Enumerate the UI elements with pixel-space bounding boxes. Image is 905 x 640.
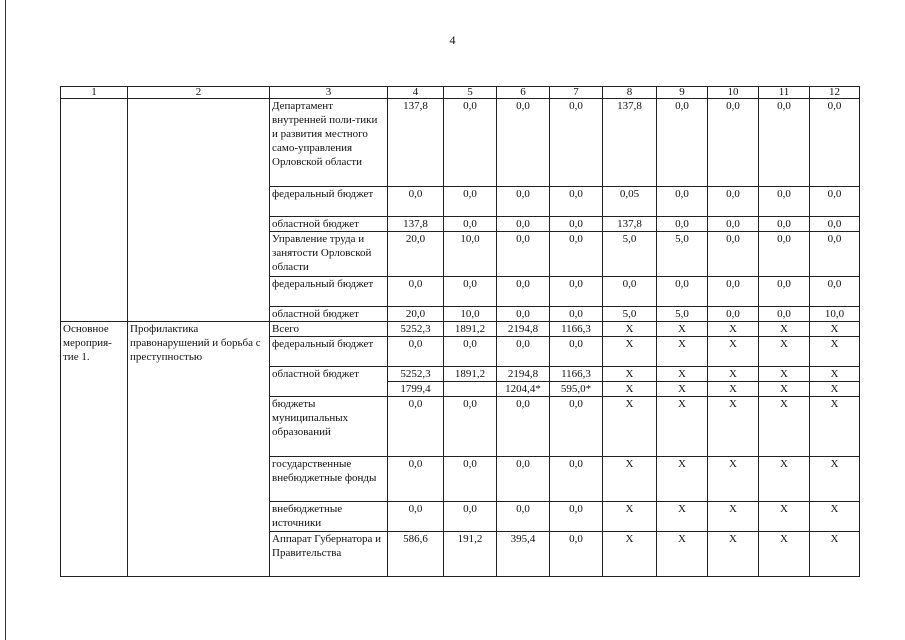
table-cell: 0,0: [708, 277, 759, 307]
table-cell: 0,0: [810, 99, 860, 187]
row-label: государственные внебюджетные фонды: [270, 457, 388, 502]
table-cell: Х: [810, 382, 860, 397]
col-header: 4: [388, 87, 444, 99]
table-cell: 137,8: [603, 217, 657, 232]
table-cell: 10,0: [444, 307, 497, 322]
table-cell: 137,8: [388, 217, 444, 232]
row-label: федеральный бюджет: [270, 337, 388, 367]
table-cell: Х: [708, 337, 759, 367]
table-cell: 0,0: [708, 232, 759, 277]
table-cell: 0,0: [444, 397, 497, 457]
table-cell: Х: [810, 502, 860, 532]
table-cell: 0,0: [550, 397, 603, 457]
table-cell: 0,0: [550, 502, 603, 532]
empty-cell: [61, 99, 128, 322]
table-cell: Х: [603, 397, 657, 457]
table-cell: Х: [759, 457, 810, 502]
table-cell: Х: [708, 502, 759, 532]
table-cell: 1891,2: [444, 367, 497, 382]
table-cell: 0,0: [708, 99, 759, 187]
table-cell: Х: [657, 337, 708, 367]
table-cell: 5,0: [603, 232, 657, 277]
table-cell: [444, 382, 497, 397]
table-cell: 0,0: [497, 99, 550, 187]
table-cell: 0,0: [388, 502, 444, 532]
table-cell: 586,6: [388, 532, 444, 577]
table-cell: 5,0: [657, 307, 708, 322]
table-cell: Х: [810, 532, 860, 577]
table-cell: Х: [657, 382, 708, 397]
col-header: 3: [270, 87, 388, 99]
table-cell: 0,0: [388, 187, 444, 217]
table-cell: 0,0: [497, 217, 550, 232]
table-cell: 0,0: [497, 232, 550, 277]
table-cell: 0,0: [759, 277, 810, 307]
col-header: 12: [810, 87, 860, 99]
table-cell: Х: [603, 367, 657, 382]
table-cell: 0,0: [497, 307, 550, 322]
table-cell: 0,0: [759, 187, 810, 217]
table-cell: 5,0: [603, 307, 657, 322]
main-event-title: Профилактика правонарушений и борьба с преступностью: [128, 322, 270, 577]
table-cell: 0,0: [444, 217, 497, 232]
table-cell: Х: [657, 367, 708, 382]
table-cell: Х: [810, 322, 860, 337]
table-cell: 1166,3: [550, 367, 603, 382]
table-cell: 0,0: [497, 337, 550, 367]
table-cell: 0,0: [708, 217, 759, 232]
table-cell: 0,0: [444, 99, 497, 187]
table-cell: 5,0: [657, 232, 708, 277]
header-row: [61, 87, 860, 99]
table-cell: 0,0: [810, 217, 860, 232]
table-cell: Х: [708, 532, 759, 577]
row-label: внебюджетные источники: [270, 502, 388, 532]
table-cell: 0,0: [759, 232, 810, 277]
table-cell: 0,0: [657, 217, 708, 232]
table-cell: Х: [708, 397, 759, 457]
budget-table: [60, 86, 860, 577]
table-cell: 0,0: [759, 307, 810, 322]
row-label: Управление труда и занятости Орловской области: [270, 232, 388, 277]
table-cell: 1204,4*: [497, 382, 550, 397]
table-cell: 0,0: [550, 217, 603, 232]
table-cell: 0,0: [388, 277, 444, 307]
table-cell: 20,0: [388, 307, 444, 322]
table-cell: Х: [810, 367, 860, 382]
table-row: [61, 322, 860, 337]
table-cell: Х: [708, 322, 759, 337]
table-cell: 137,8: [388, 99, 444, 187]
table-cell: 0,0: [550, 337, 603, 367]
row-label: областной бюджет: [270, 217, 388, 232]
table-cell: Х: [657, 457, 708, 502]
col-header: 9: [657, 87, 708, 99]
table-cell: 1799,4: [388, 382, 444, 397]
empty-cell: [128, 99, 270, 322]
row-label: областной бюджет: [270, 367, 388, 397]
table-cell: Х: [759, 367, 810, 382]
table-cell: Х: [759, 382, 810, 397]
table-cell: 0,0: [810, 187, 860, 217]
table-cell: 0,0: [708, 187, 759, 217]
col-header: 10: [708, 87, 759, 99]
table-cell: Х: [603, 322, 657, 337]
table-cell: 0,0: [497, 457, 550, 502]
table-cell: 0,0: [708, 307, 759, 322]
page-number: 4: [449, 33, 456, 47]
table-cell: Х: [603, 502, 657, 532]
col-header: 1: [61, 87, 128, 99]
table-cell: 0,0: [550, 457, 603, 502]
table-cell: 0,0: [388, 337, 444, 367]
table-cell: 0,0: [550, 187, 603, 217]
table-cell: Х: [759, 337, 810, 367]
row-label: федеральный бюджет: [270, 187, 388, 217]
table-cell: 0,0: [388, 397, 444, 457]
table-cell: 0,0: [550, 532, 603, 577]
table-cell: Х: [810, 457, 860, 502]
table-cell: 0,0: [444, 337, 497, 367]
table-cell: 0,0: [550, 277, 603, 307]
table-cell: 0,0: [388, 457, 444, 502]
table-cell: 0,0: [657, 187, 708, 217]
table-cell: 0,0: [497, 187, 550, 217]
table-cell: 0,0: [603, 277, 657, 307]
table-cell: 0,0: [550, 307, 603, 322]
table-cell: Х: [759, 502, 810, 532]
col-header: 2: [128, 87, 270, 99]
table-cell: Х: [708, 367, 759, 382]
table-cell: 10,0: [810, 307, 860, 322]
table-cell: Х: [657, 502, 708, 532]
table-cell: 0,0: [759, 99, 810, 187]
table-cell: 0,0: [550, 232, 603, 277]
table-cell: 137,8: [603, 99, 657, 187]
table-cell: Х: [603, 457, 657, 502]
row-label: федеральный бюджет: [270, 277, 388, 307]
table-cell: 5252,3: [388, 367, 444, 382]
table-cell: 0,05: [603, 187, 657, 217]
table-cell: 0,0: [759, 217, 810, 232]
left-margin-rule: [5, 0, 6, 640]
table-cell: 0,0: [497, 397, 550, 457]
row-label: Аппарат Губернатора и Правительства: [270, 532, 388, 577]
table-cell: 0,0: [810, 232, 860, 277]
table-cell: 1891,2: [444, 322, 497, 337]
table-cell: Х: [759, 322, 810, 337]
table-cell: 0,0: [657, 99, 708, 187]
table-cell: 0,0: [550, 99, 603, 187]
table-cell: 0,0: [657, 277, 708, 307]
table-cell: 0,0: [444, 502, 497, 532]
table-cell: Х: [603, 382, 657, 397]
table-cell: 0,0: [444, 187, 497, 217]
table-cell: 0,0: [444, 277, 497, 307]
table-cell: 395,4: [497, 532, 550, 577]
col-header: 11: [759, 87, 810, 99]
table-row: [61, 99, 860, 187]
col-header: 7: [550, 87, 603, 99]
table-cell: Х: [810, 337, 860, 367]
table-cell: 0,0: [497, 502, 550, 532]
col-header: 8: [603, 87, 657, 99]
table-cell: 5252,3: [388, 322, 444, 337]
table-cell: 0,0: [444, 457, 497, 502]
table-cell: 20,0: [388, 232, 444, 277]
table-cell: 2194,8: [497, 367, 550, 382]
col-header: 6: [497, 87, 550, 99]
table-cell: Х: [759, 532, 810, 577]
row-label: Всего: [270, 322, 388, 337]
table-cell: Х: [603, 532, 657, 577]
row-label: областной бюджет: [270, 307, 388, 322]
table-cell: 2194,8: [497, 322, 550, 337]
table-cell: 191,2: [444, 532, 497, 577]
table-cell: 0,0: [810, 277, 860, 307]
main-event-label: Основное мероприя-тие 1.: [61, 322, 128, 577]
row-label: бюджеты муниципальных образований: [270, 397, 388, 457]
table-cell: Х: [657, 322, 708, 337]
table-cell: 10,0: [444, 232, 497, 277]
table-cell: 0,0: [497, 277, 550, 307]
table-cell: Х: [708, 457, 759, 502]
row-label: Департамент внутренней поли-тики и развития местного само-управления Орловской области: [270, 99, 388, 187]
table-cell: Х: [603, 337, 657, 367]
table-cell: 595,0*: [550, 382, 603, 397]
table-cell: Х: [810, 397, 860, 457]
table-cell: 1166,3: [550, 322, 603, 337]
table-cell: Х: [657, 397, 708, 457]
table-cell: Х: [708, 382, 759, 397]
table-cell: Х: [657, 532, 708, 577]
table-cell: Х: [759, 397, 810, 457]
col-header: 5: [444, 87, 497, 99]
